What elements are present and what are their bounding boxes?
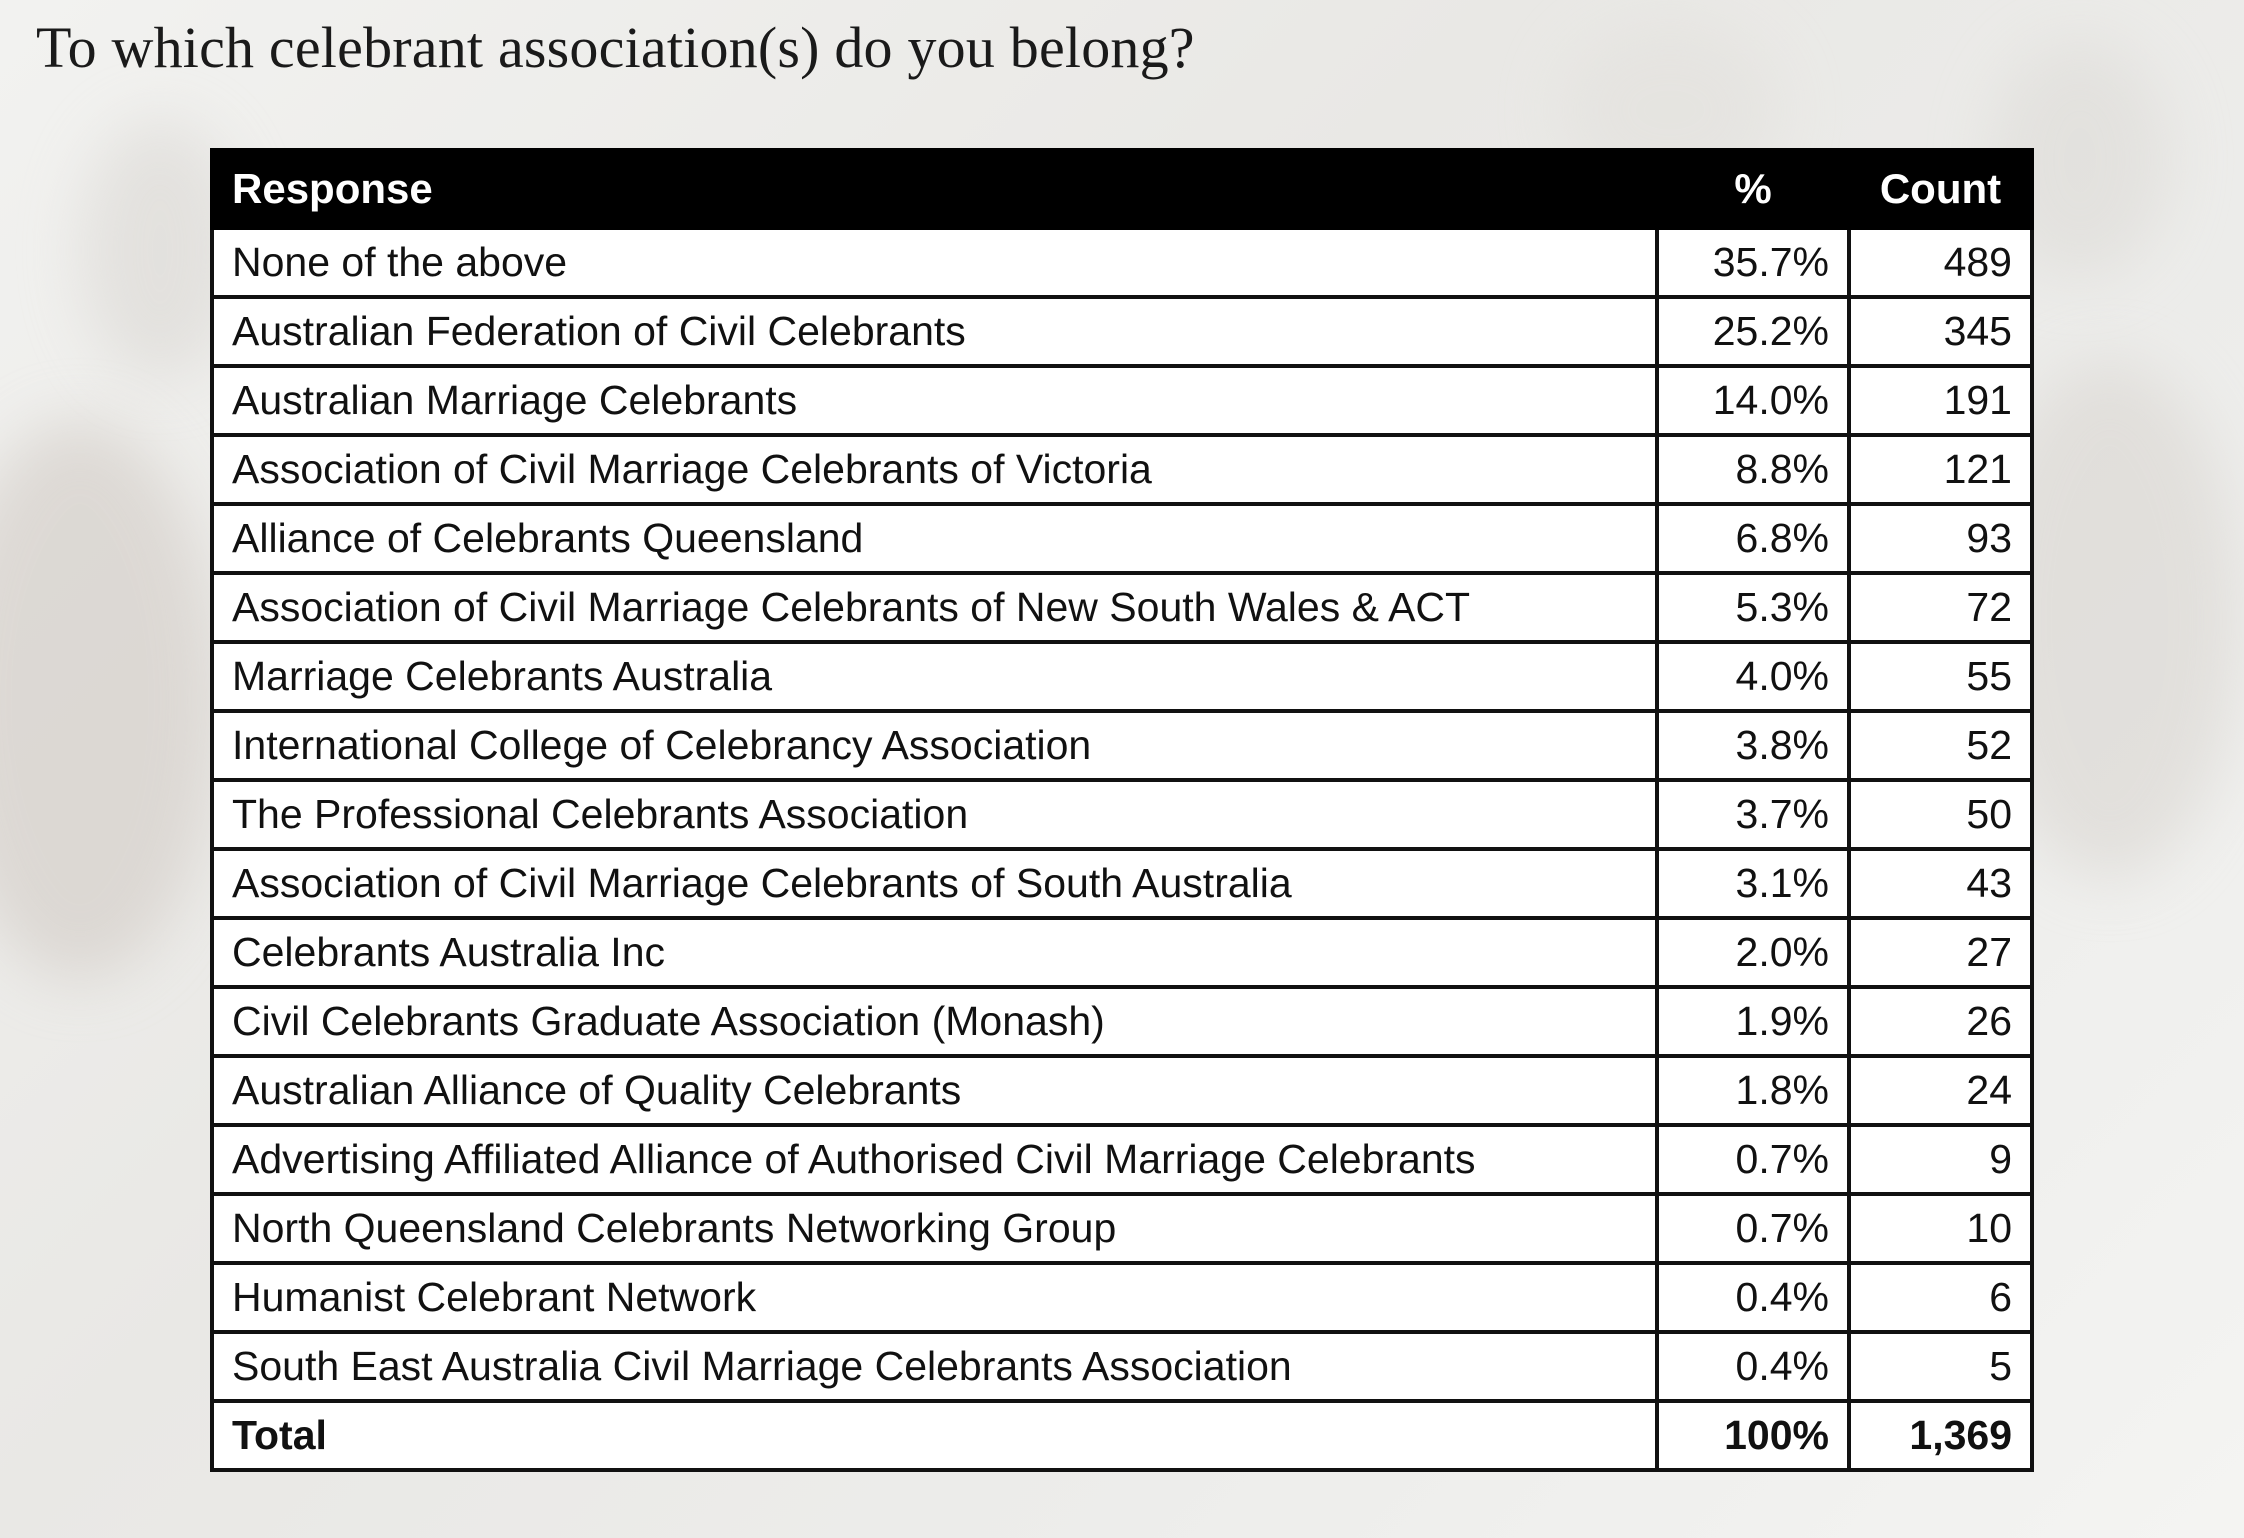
row-count-cell: 121 [1849, 435, 2032, 504]
row-response-cell: Humanist Celebrant Network [212, 1263, 1657, 1332]
row-response-cell: Association of Civil Marriage Celebrants of South Australia [212, 849, 1657, 918]
table-row [212, 918, 2032, 987]
row-percent-cell: 6.8% [1657, 504, 1849, 573]
row-response-cell: South East Australia Civil Marriage Celebrants Association [212, 1332, 1657, 1401]
row-percent-cell: 35.7% [1657, 228, 1849, 297]
table-row [212, 1056, 2032, 1125]
table-row [212, 435, 2032, 504]
table-row [212, 780, 2032, 849]
total-percent: 100% [1657, 1401, 1849, 1470]
background-figure-left [0, 420, 220, 980]
table-total-row [212, 1401, 2032, 1470]
row-percent-cell: 2.0% [1657, 918, 1849, 987]
table-row [212, 228, 2032, 297]
row-percent-cell: 3.1% [1657, 849, 1849, 918]
row-count-cell: 52 [1849, 711, 2032, 780]
table-row [212, 642, 2032, 711]
row-response-cell: Celebrants Australia Inc [212, 918, 1657, 987]
row-response-cell: Association of Civil Marriage Celebrants of New South Wales & ACT [212, 573, 1657, 642]
row-percent-cell: 1.9% [1657, 987, 1849, 1056]
table-row [212, 504, 2032, 573]
row-response-cell: None of the above [212, 228, 1657, 297]
row-response-cell: The Professional Celebrants Association [212, 780, 1657, 849]
row-response-cell: International College of Celebrancy Association [212, 711, 1657, 780]
column-header-response: Response [212, 150, 1657, 228]
row-percent-cell: 0.7% [1657, 1125, 1849, 1194]
row-response-cell: Marriage Celebrants Australia [212, 642, 1657, 711]
table-row [212, 573, 2032, 642]
table-row [212, 1263, 2032, 1332]
results-table-container [210, 148, 2030, 1472]
row-percent-cell: 25.2% [1657, 297, 1849, 366]
table-row [212, 987, 2032, 1056]
row-response-cell: Australian Alliance of Quality Celebrants [212, 1056, 1657, 1125]
row-percent-cell: 1.8% [1657, 1056, 1849, 1125]
row-count-cell: 93 [1849, 504, 2032, 573]
row-count-cell: 55 [1849, 642, 2032, 711]
table-row [212, 711, 2032, 780]
table-row [212, 1194, 2032, 1263]
row-percent-cell: 0.4% [1657, 1263, 1849, 1332]
table-row [212, 297, 2032, 366]
total-count: 1,369 [1849, 1401, 2032, 1470]
row-percent-cell: 4.0% [1657, 642, 1849, 711]
table-row [212, 1125, 2032, 1194]
table-row [212, 1332, 2032, 1401]
row-percent-cell: 5.3% [1657, 573, 1849, 642]
row-percent-cell: 3.7% [1657, 780, 1849, 849]
table-header-row [212, 150, 2032, 228]
row-percent-cell: 8.8% [1657, 435, 1849, 504]
column-header-percent: % [1657, 150, 1849, 228]
row-percent-cell: 14.0% [1657, 366, 1849, 435]
row-count-cell: 6 [1849, 1263, 2032, 1332]
table-body [212, 228, 2032, 1401]
row-count-cell: 43 [1849, 849, 2032, 918]
row-count-cell: 191 [1849, 366, 2032, 435]
row-percent-cell: 0.7% [1657, 1194, 1849, 1263]
row-count-cell: 9 [1849, 1125, 2032, 1194]
row-response-cell: Civil Celebrants Graduate Association (Monash) [212, 987, 1657, 1056]
row-count-cell: 24 [1849, 1056, 2032, 1125]
column-header-count: Count [1849, 150, 2032, 228]
row-count-cell: 27 [1849, 918, 2032, 987]
row-count-cell: 345 [1849, 297, 2032, 366]
row-response-cell: North Queensland Celebrants Networking Group [212, 1194, 1657, 1263]
total-label: Total [212, 1401, 1657, 1470]
results-table [210, 148, 2034, 1472]
row-percent-cell: 0.4% [1657, 1332, 1849, 1401]
row-count-cell: 489 [1849, 228, 2032, 297]
row-count-cell: 26 [1849, 987, 2032, 1056]
row-response-cell: Australian Marriage Celebrants [212, 366, 1657, 435]
page-title: To which celebrant association(s) do you belong? [36, 15, 1195, 80]
row-count-cell: 72 [1849, 573, 2032, 642]
row-response-cell: Advertising Affiliated Alliance of Authorised Civil Marriage Celebrants [212, 1125, 1657, 1194]
row-count-cell: 5 [1849, 1332, 2032, 1401]
row-count-cell: 10 [1849, 1194, 2032, 1263]
row-percent-cell: 3.8% [1657, 711, 1849, 780]
table-row [212, 366, 2032, 435]
row-response-cell: Alliance of Celebrants Queensland [212, 504, 1657, 573]
row-response-cell: Australian Federation of Civil Celebrants [212, 297, 1657, 366]
row-count-cell: 50 [1849, 780, 2032, 849]
row-response-cell: Association of Civil Marriage Celebrants of Victoria [212, 435, 1657, 504]
table-row [212, 849, 2032, 918]
